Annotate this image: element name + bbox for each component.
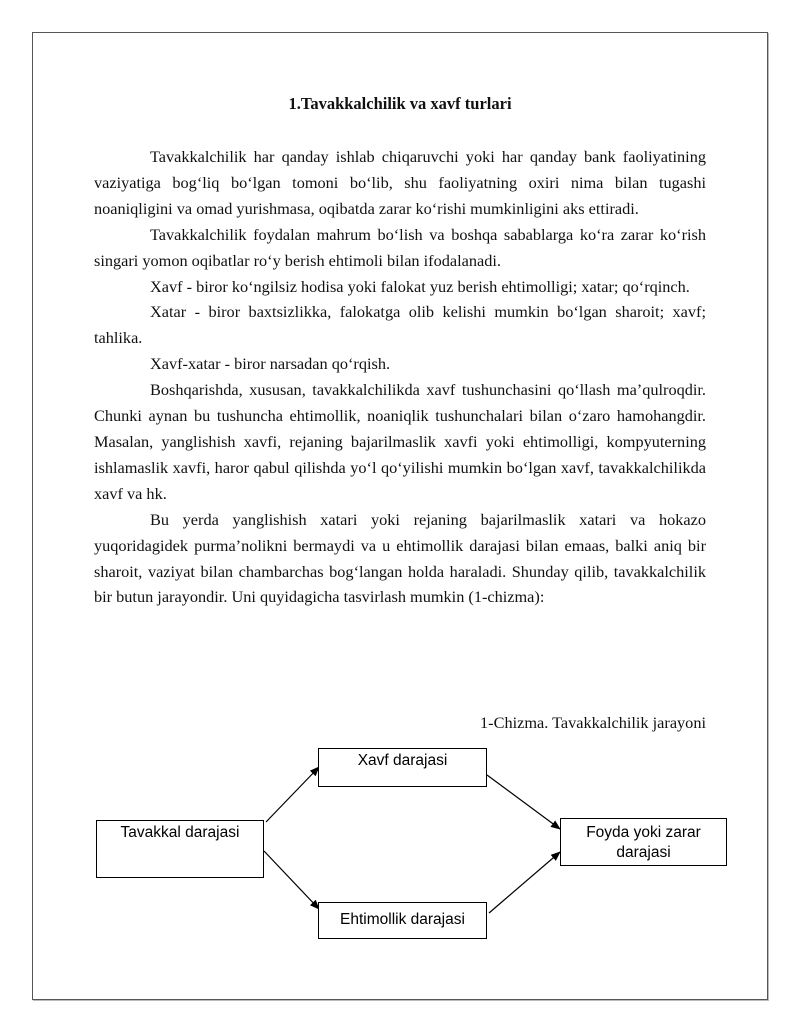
box-tavakkal-darajasi-label: Tavakkal darajasi <box>120 824 240 841</box>
box-xavf-darajasi-label: Xavf darajasi <box>357 752 448 769</box>
box-foyda-yoki-zarar-darajasi-label: Foyda yoki zarar darajasi <box>586 824 701 861</box>
box-ehtimollik-darajasi-label: Ehtimollik darajasi <box>340 911 465 928</box>
paragraph-3: Xavf - biror ko‘ngilsiz hodisa yoki falokat yuz berish ehtimolligi; xatar; qo‘rqinch. <box>150 276 690 296</box>
paragraph-1: Tavakkalchilik har qanday ishlab chiqaruvchi yoki har qanday bank faoliyatining vaziyatiga bog‘liq bo‘lgan tomoni bo‘lib, shu faoliyatning oxiri nima bilan tugashi noaniqligini va omad yurishmasa, oqibatda zarar ko‘rishi mumkinligini aks ettiradi. <box>94 147 706 218</box>
paragraph-6: Boshqarishda, xususan, tavakkalchilikda xavf tushunchasini qo‘llash ma’qulroqdir. Chunki aynan bu tushuncha ehtimollik, noaniqlik tushunchalari bilan o‘zaro hamohangdir. Masalan, yanglishish xavfi, rejaning bajarilmaslik xavfi yoki ehtimolligi, kompyuterning ishlamaslik xavfi, haror qabul qilishda yo‘l qo‘yilishi mumkin bo‘lgan xavf, tavakkalchilikda xavf va hk. <box>94 380 706 503</box>
box-xavf-darajasi <box>318 748 487 787</box>
arrow-left-to-bottom <box>264 851 319 909</box>
figure-caption: 1-Chizma. Tavakkalchilik jarayoni <box>480 713 706 732</box>
box-ehtimollik-darajasi <box>318 902 487 939</box>
risk-process-diagram <box>0 740 800 940</box>
document-title: 1.Tavakkalchilik va xavf turlari <box>288 94 512 113</box>
paragraph-2: Tavakkalchilik foydalan mahrum bo‘lish va boshqa sabablarga ko‘ra zarar ko‘rish singari yomon oqibatlar ro‘y berish ehtimoli bilan ifodalanadi. <box>94 224 706 270</box>
paragraph-7: Bu yerda yanglishish xatari yoki rejaning bajarilmaslik xatari va hokazo yuqoridagidek purma’nolikni bermaydi va u ehtimollik darajasi bilan emaas, balki aniq bir sharoit, vaziyat bilan chambarchas bog‘langan holda haraladi. Shunday qilib, tavakkalchilik bir butun jarayondir. Uni quyidagicha tasvirlash mumkin (1-chizma): <box>94 509 706 607</box>
paragraph-5: Xavf-xatar - biror narsadan qo‘rqish. <box>150 354 391 374</box>
arrow-left-to-top <box>266 767 319 822</box>
paragraph-4: Xatar - biror baxtsizlikka, falokatga olib kelishi mumkin bo‘lgan sharoit; xavf; tahlika. <box>94 302 706 348</box>
arrow-bottom-to-right <box>489 852 560 913</box>
box-tavakkal-darajasi <box>96 820 264 878</box>
arrow-top-to-right <box>487 775 560 829</box>
document-body <box>94 144 706 610</box>
box-foyda-yoki-zarar-darajasi <box>560 818 727 866</box>
